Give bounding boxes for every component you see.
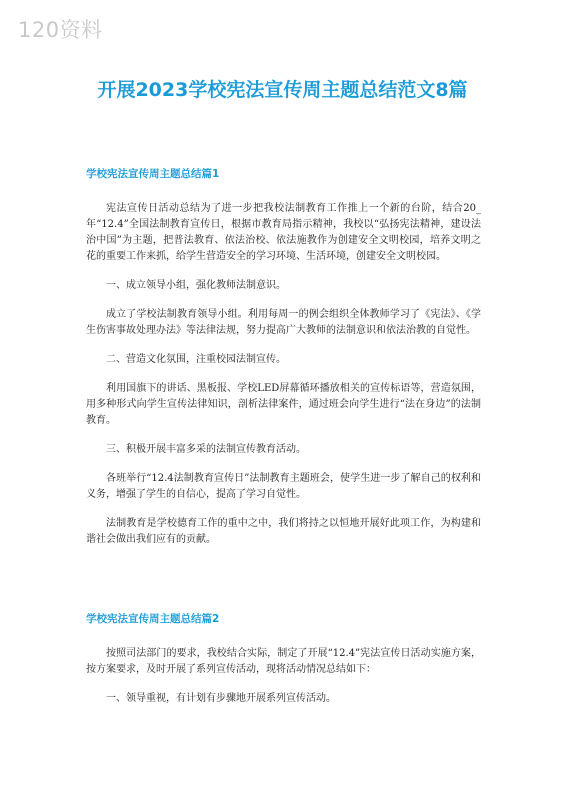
paragraph: 一、领导重视，有计划有步骤地开展系列宣传活动。 <box>106 693 336 704</box>
paragraph: 宪法宣传日活动总结为了进一步把我校法制教育工作推上一个新的台阶，结合20_年“12.4”全国法制教育宣传日，根据市教育局指示精神，我校以“弘扬宪法精神，建设法治中国”为主题，把普法教育、依法治校、依法施教作为创建安全文明校园，培养文明之花的重要工作来抓，给学生营造安全的学习环境、生活环境，创建安全文明校园。 <box>86 203 481 262</box>
paragraph: 利用国旗下的讲话、黑板报、学校LED屏幕循环播放相关的宣传标语等，营造氛围，用多种形式向学生宣传法律知识，剖析法律案件，通过班会向学生进行“法在身边”的法制教育。 <box>86 383 481 426</box>
watermark: 120资料 <box>18 18 103 42</box>
section-2 <box>86 612 481 720</box>
paragraph: 成立了学校法制教育领导小组。利用每周一的例会组织全体教师学习了《宪法》、《学生伤害事故处理办法》等法律法规，努力提高广大教师的法制意识和依法治教的自觉性。 <box>86 309 481 336</box>
paragraph: 三、积极开展丰富多采的法制宣传教育活动。 <box>106 444 306 455</box>
paragraph: 按照司法部门的要求，我校结合实际，制定了开展“12.4”宪法宣传日活动实施方案，按方案要求，及时开展了系列宣传活动，现将活动情况总结如下： <box>86 648 481 675</box>
paragraph: 法制教育是学校德育工作的重中之中，我们将持之以恒地开展好此项工作，为构建和谐社会做出我们应有的贡献。 <box>86 518 481 545</box>
section-heading: 学校宪法宣传周主题总结篇2 <box>86 613 220 625</box>
paragraph: 二、营造文化氛围，注重校园法制宣传。 <box>106 354 286 365</box>
section-heading: 学校宪法宣传周主题总结篇1 <box>86 168 220 180</box>
section-1 <box>86 167 481 561</box>
paragraph: 各班举行“12.4法制教育宣传日”法制教育主题班会，使学生进一步了解自己的权利和义务，增强了学生的自信心，提高了学习自觉性。 <box>86 473 481 500</box>
document-title: 开展2023学校宪法宣传周主题总结范文8篇 <box>97 79 468 101</box>
paragraph: 一、成立领导小组，强化教师法制意识。 <box>106 280 286 291</box>
